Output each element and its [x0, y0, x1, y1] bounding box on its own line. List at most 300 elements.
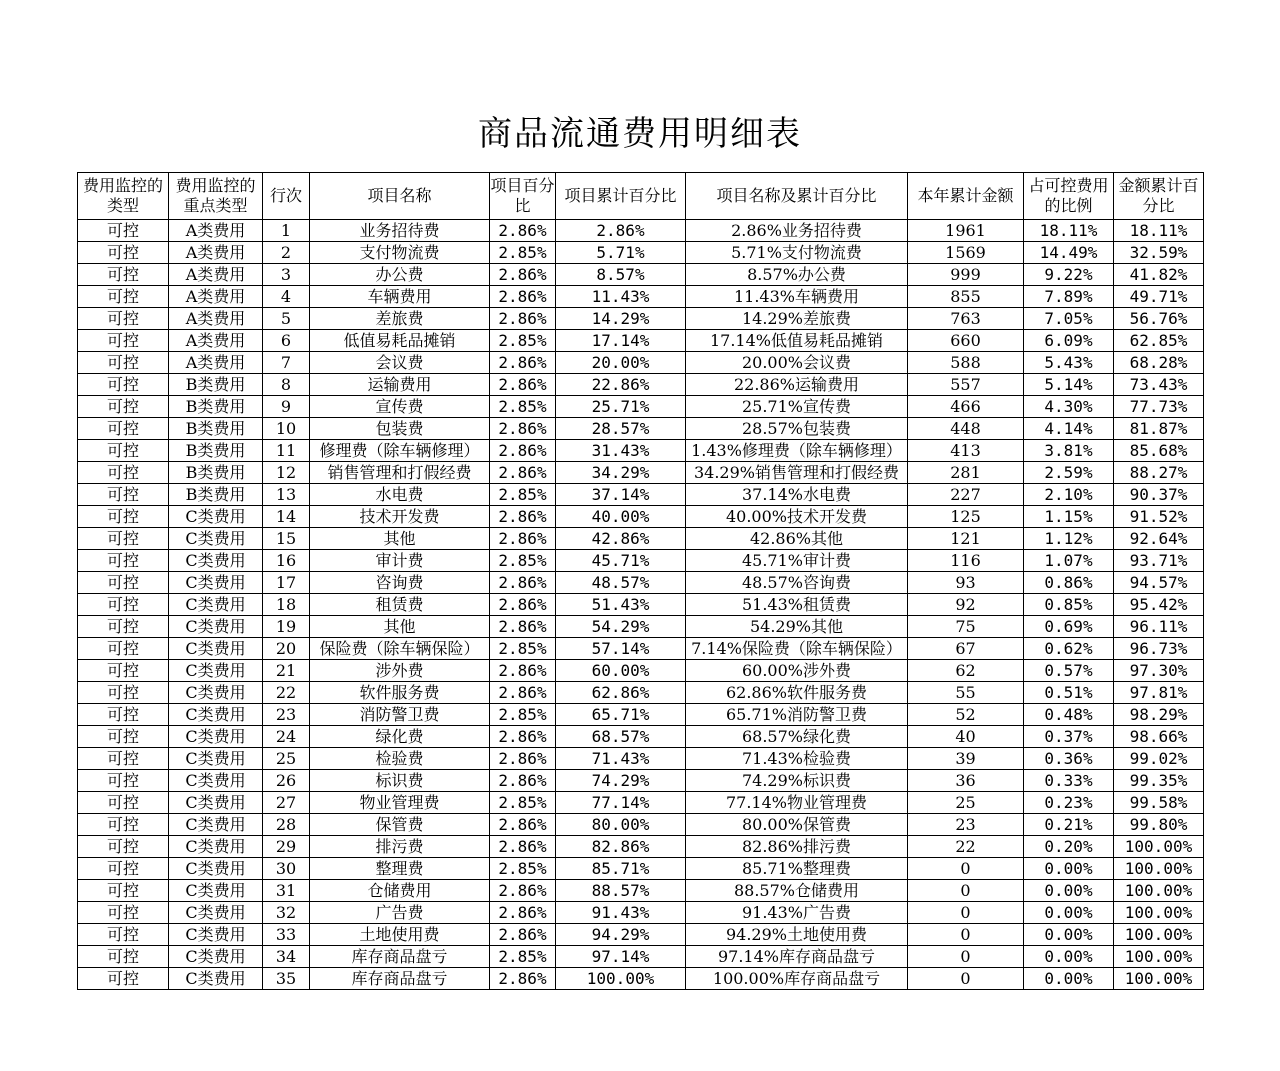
table-row	[78, 704, 1204, 726]
monitor-type-cell: 可控	[78, 594, 169, 616]
annual-amount-cell: 67	[908, 638, 1024, 660]
item-percent-cell: 2.86%	[490, 352, 556, 374]
item-percent-cell: 2.85%	[490, 396, 556, 418]
item-name-cell: 整理费	[310, 858, 490, 880]
item-name-cell: 物业管理费	[310, 792, 490, 814]
item-name-cell: 低值易耗品摊销	[310, 330, 490, 352]
line-number-cell: 9	[263, 396, 310, 418]
amount-cumulative-cell: 96.73%	[1114, 638, 1204, 660]
item-name-cell: 差旅费	[310, 308, 490, 330]
amount-cumulative-cell: 32.59%	[1114, 242, 1204, 264]
line-number-cell: 26	[263, 770, 310, 792]
table-row	[78, 308, 1204, 330]
table-row	[78, 638, 1204, 660]
monitor-type-cell: 可控	[78, 374, 169, 396]
line-number-cell: 12	[263, 462, 310, 484]
annual-amount-cell: 39	[908, 748, 1024, 770]
cumulative-percent-cell: 8.57%	[556, 264, 686, 286]
cumulative-percent-cell: 51.43%	[556, 594, 686, 616]
line-number-cell: 22	[263, 682, 310, 704]
table-row	[78, 946, 1204, 968]
item-name-cell: 库存商品盘亏	[310, 946, 490, 968]
annual-amount-cell: 23	[908, 814, 1024, 836]
item-percent-cell: 2.85%	[490, 242, 556, 264]
item-name-cell: 消防警卫费	[310, 704, 490, 726]
amount-cumulative-cell: 88.27%	[1114, 462, 1204, 484]
name-with-percent-cell: 45.71%审计费	[686, 550, 908, 572]
cumulative-percent-cell: 62.86%	[556, 682, 686, 704]
annual-amount-cell: 40	[908, 726, 1024, 748]
item-percent-cell: 2.86%	[490, 902, 556, 924]
annual-amount-cell: 52	[908, 704, 1024, 726]
table-row	[78, 506, 1204, 528]
key-type-cell: C类费用	[169, 946, 263, 968]
monitor-type-cell: 可控	[78, 418, 169, 440]
cumulative-percent-cell: 37.14%	[556, 484, 686, 506]
name-with-percent-cell: 74.29%标识费	[686, 770, 908, 792]
line-number-cell: 14	[263, 506, 310, 528]
item-percent-cell: 2.86%	[490, 726, 556, 748]
header-cell: 本年累计金额	[908, 173, 1024, 220]
monitor-type-cell: 可控	[78, 528, 169, 550]
amount-cumulative-cell: 100.00%	[1114, 880, 1204, 902]
controllable-ratio-cell: 1.15%	[1024, 506, 1114, 528]
monitor-type-cell: 可控	[78, 484, 169, 506]
table-body	[78, 220, 1204, 990]
item-percent-cell: 2.86%	[490, 594, 556, 616]
monitor-type-cell: 可控	[78, 726, 169, 748]
table-row	[78, 748, 1204, 770]
cumulative-percent-cell: 22.86%	[556, 374, 686, 396]
line-number-cell: 35	[263, 968, 310, 990]
item-percent-cell: 2.85%	[490, 792, 556, 814]
item-percent-cell: 2.86%	[490, 924, 556, 946]
annual-amount-cell: 0	[908, 858, 1024, 880]
line-number-cell: 25	[263, 748, 310, 770]
amount-cumulative-cell: 41.82%	[1114, 264, 1204, 286]
line-number-cell: 1	[263, 220, 310, 242]
table-row	[78, 924, 1204, 946]
item-percent-cell: 2.85%	[490, 858, 556, 880]
cumulative-percent-cell: 17.14%	[556, 330, 686, 352]
item-percent-cell: 2.86%	[490, 968, 556, 990]
header-cell: 项目百分比	[490, 173, 556, 220]
amount-cumulative-cell: 98.66%	[1114, 726, 1204, 748]
item-name-cell: 排污费	[310, 836, 490, 858]
monitor-type-cell: 可控	[78, 220, 169, 242]
name-with-percent-cell: 100.00%库存商品盘亏	[686, 968, 908, 990]
controllable-ratio-cell: 0.00%	[1024, 880, 1114, 902]
table-row	[78, 968, 1204, 990]
annual-amount-cell: 0	[908, 902, 1024, 924]
header-row	[78, 173, 1204, 220]
key-type-cell: A类费用	[169, 330, 263, 352]
line-number-cell: 13	[263, 484, 310, 506]
header-cell: 行次	[263, 173, 310, 220]
monitor-type-cell: 可控	[78, 968, 169, 990]
amount-cumulative-cell: 100.00%	[1114, 968, 1204, 990]
amount-cumulative-cell: 95.42%	[1114, 594, 1204, 616]
monitor-type-cell: 可控	[78, 242, 169, 264]
line-number-cell: 20	[263, 638, 310, 660]
controllable-ratio-cell: 1.07%	[1024, 550, 1114, 572]
item-name-cell: 涉外费	[310, 660, 490, 682]
item-percent-cell: 2.85%	[490, 638, 556, 660]
monitor-type-cell: 可控	[78, 748, 169, 770]
cumulative-percent-cell: 71.43%	[556, 748, 686, 770]
monitor-type-cell: 可控	[78, 836, 169, 858]
cumulative-percent-cell: 34.29%	[556, 462, 686, 484]
table-row	[78, 462, 1204, 484]
key-type-cell: C类费用	[169, 814, 263, 836]
annual-amount-cell: 557	[908, 374, 1024, 396]
item-name-cell: 保险费（除车辆保险）	[310, 638, 490, 660]
key-type-cell: C类费用	[169, 506, 263, 528]
key-type-cell: B类费用	[169, 440, 263, 462]
key-type-cell: C类费用	[169, 682, 263, 704]
name-with-percent-cell: 22.86%运输费用	[686, 374, 908, 396]
amount-cumulative-cell: 92.64%	[1114, 528, 1204, 550]
item-percent-cell: 2.86%	[490, 770, 556, 792]
cumulative-percent-cell: 40.00%	[556, 506, 686, 528]
item-name-cell: 绿化费	[310, 726, 490, 748]
amount-cumulative-cell: 100.00%	[1114, 924, 1204, 946]
table-row	[78, 242, 1204, 264]
controllable-ratio-cell: 0.85%	[1024, 594, 1114, 616]
line-number-cell: 30	[263, 858, 310, 880]
cumulative-percent-cell: 42.86%	[556, 528, 686, 550]
table-row	[78, 330, 1204, 352]
key-type-cell: C类费用	[169, 902, 263, 924]
header-cell: 占可控费用的比例	[1024, 173, 1114, 220]
item-percent-cell: 2.86%	[490, 748, 556, 770]
table-row	[78, 418, 1204, 440]
controllable-ratio-cell: 0.00%	[1024, 946, 1114, 968]
annual-amount-cell: 22	[908, 836, 1024, 858]
name-with-percent-cell: 51.43%租赁费	[686, 594, 908, 616]
key-type-cell: C类费用	[169, 528, 263, 550]
controllable-ratio-cell: 0.62%	[1024, 638, 1114, 660]
name-with-percent-cell: 40.00%技术开发费	[686, 506, 908, 528]
item-name-cell: 库存商品盘亏	[310, 968, 490, 990]
key-type-cell: C类费用	[169, 748, 263, 770]
item-name-cell: 水电费	[310, 484, 490, 506]
name-with-percent-cell: 80.00%保管费	[686, 814, 908, 836]
key-type-cell: C类费用	[169, 836, 263, 858]
annual-amount-cell: 75	[908, 616, 1024, 638]
monitor-type-cell: 可控	[78, 308, 169, 330]
key-type-cell: C类费用	[169, 924, 263, 946]
item-percent-cell: 2.86%	[490, 880, 556, 902]
line-number-cell: 16	[263, 550, 310, 572]
monitor-type-cell: 可控	[78, 506, 169, 528]
line-number-cell: 24	[263, 726, 310, 748]
table-row	[78, 836, 1204, 858]
line-number-cell: 28	[263, 814, 310, 836]
monitor-type-cell: 可控	[78, 704, 169, 726]
item-name-cell: 租赁费	[310, 594, 490, 616]
amount-cumulative-cell: 93.71%	[1114, 550, 1204, 572]
item-percent-cell: 2.86%	[490, 264, 556, 286]
monitor-type-cell: 可控	[78, 330, 169, 352]
monitor-type-cell: 可控	[78, 792, 169, 814]
line-number-cell: 4	[263, 286, 310, 308]
name-with-percent-cell: 25.71%宣传费	[686, 396, 908, 418]
item-percent-cell: 2.86%	[490, 418, 556, 440]
table-row	[78, 880, 1204, 902]
annual-amount-cell: 0	[908, 968, 1024, 990]
monitor-type-cell: 可控	[78, 902, 169, 924]
line-number-cell: 10	[263, 418, 310, 440]
key-type-cell: C类费用	[169, 660, 263, 682]
item-name-cell: 广告费	[310, 902, 490, 924]
amount-cumulative-cell: 85.68%	[1114, 440, 1204, 462]
item-percent-cell: 2.86%	[490, 528, 556, 550]
amount-cumulative-cell: 49.71%	[1114, 286, 1204, 308]
controllable-ratio-cell: 0.00%	[1024, 902, 1114, 924]
amount-cumulative-cell: 68.28%	[1114, 352, 1204, 374]
controllable-ratio-cell: 1.12%	[1024, 528, 1114, 550]
table-row	[78, 440, 1204, 462]
line-number-cell: 17	[263, 572, 310, 594]
item-name-cell: 技术开发费	[310, 506, 490, 528]
table-row	[78, 220, 1204, 242]
table-row	[78, 528, 1204, 550]
cumulative-percent-cell: 74.29%	[556, 770, 686, 792]
annual-amount-cell: 660	[908, 330, 1024, 352]
key-type-cell: C类费用	[169, 792, 263, 814]
cumulative-percent-cell: 11.43%	[556, 286, 686, 308]
item-percent-cell: 2.86%	[490, 374, 556, 396]
item-percent-cell: 2.86%	[490, 682, 556, 704]
amount-cumulative-cell: 98.29%	[1114, 704, 1204, 726]
line-number-cell: 8	[263, 374, 310, 396]
line-number-cell: 29	[263, 836, 310, 858]
monitor-type-cell: 可控	[78, 924, 169, 946]
name-with-percent-cell: 42.86%其他	[686, 528, 908, 550]
monitor-type-cell: 可控	[78, 352, 169, 374]
cumulative-percent-cell: 5.71%	[556, 242, 686, 264]
controllable-ratio-cell: 0.86%	[1024, 572, 1114, 594]
key-type-cell: C类费用	[169, 770, 263, 792]
annual-amount-cell: 227	[908, 484, 1024, 506]
item-percent-cell: 2.85%	[490, 330, 556, 352]
item-name-cell: 业务招待费	[310, 220, 490, 242]
controllable-ratio-cell: 0.20%	[1024, 836, 1114, 858]
monitor-type-cell: 可控	[78, 880, 169, 902]
name-with-percent-cell: 11.43%车辆费用	[686, 286, 908, 308]
key-type-cell: A类费用	[169, 242, 263, 264]
item-name-cell: 检验费	[310, 748, 490, 770]
item-name-cell: 会议费	[310, 352, 490, 374]
table-row	[78, 286, 1204, 308]
header-cell: 金额累计百分比	[1114, 173, 1204, 220]
controllable-ratio-cell: 9.22%	[1024, 264, 1114, 286]
item-name-cell: 办公费	[310, 264, 490, 286]
monitor-type-cell: 可控	[78, 638, 169, 660]
cumulative-percent-cell: 25.71%	[556, 396, 686, 418]
monitor-type-cell: 可控	[78, 946, 169, 968]
line-number-cell: 31	[263, 880, 310, 902]
name-with-percent-cell: 68.57%绿化费	[686, 726, 908, 748]
amount-cumulative-cell: 91.52%	[1114, 506, 1204, 528]
cumulative-percent-cell: 60.00%	[556, 660, 686, 682]
name-with-percent-cell: 88.57%仓储费用	[686, 880, 908, 902]
item-name-cell: 销售管理和打假经费	[310, 462, 490, 484]
line-number-cell: 5	[263, 308, 310, 330]
table-row	[78, 792, 1204, 814]
cumulative-percent-cell: 14.29%	[556, 308, 686, 330]
line-number-cell: 2	[263, 242, 310, 264]
line-number-cell: 34	[263, 946, 310, 968]
monitor-type-cell: 可控	[78, 286, 169, 308]
amount-cumulative-cell: 99.35%	[1114, 770, 1204, 792]
annual-amount-cell: 116	[908, 550, 1024, 572]
controllable-ratio-cell: 0.00%	[1024, 924, 1114, 946]
name-with-percent-cell: 17.14%低值易耗品摊销	[686, 330, 908, 352]
controllable-ratio-cell: 6.09%	[1024, 330, 1114, 352]
line-number-cell: 21	[263, 660, 310, 682]
name-with-percent-cell: 14.29%差旅费	[686, 308, 908, 330]
cumulative-percent-cell: 88.57%	[556, 880, 686, 902]
monitor-type-cell: 可控	[78, 396, 169, 418]
name-with-percent-cell: 1.43%修理费（除车辆修理）	[686, 440, 908, 462]
header-cell: 项目名称及累计百分比	[686, 173, 908, 220]
key-type-cell: C类费用	[169, 572, 263, 594]
monitor-type-cell: 可控	[78, 264, 169, 286]
amount-cumulative-cell: 100.00%	[1114, 858, 1204, 880]
amount-cumulative-cell: 77.73%	[1114, 396, 1204, 418]
table-row	[78, 858, 1204, 880]
item-name-cell: 软件服务费	[310, 682, 490, 704]
annual-amount-cell: 999	[908, 264, 1024, 286]
name-with-percent-cell: 91.43%广告费	[686, 902, 908, 924]
controllable-ratio-cell: 0.33%	[1024, 770, 1114, 792]
item-name-cell: 审计费	[310, 550, 490, 572]
controllable-ratio-cell: 0.37%	[1024, 726, 1114, 748]
amount-cumulative-cell: 99.58%	[1114, 792, 1204, 814]
amount-cumulative-cell: 100.00%	[1114, 946, 1204, 968]
table-row	[78, 264, 1204, 286]
annual-amount-cell: 281	[908, 462, 1024, 484]
cumulative-percent-cell: 77.14%	[556, 792, 686, 814]
header-cell: 费用监控的类型	[78, 173, 169, 220]
line-number-cell: 11	[263, 440, 310, 462]
name-with-percent-cell: 5.71%支付物流费	[686, 242, 908, 264]
item-name-cell: 土地使用费	[310, 924, 490, 946]
item-percent-cell: 2.86%	[490, 286, 556, 308]
item-name-cell: 咨询费	[310, 572, 490, 594]
cumulative-percent-cell: 68.57%	[556, 726, 686, 748]
cumulative-percent-cell: 82.86%	[556, 836, 686, 858]
table-row	[78, 616, 1204, 638]
table-row	[78, 726, 1204, 748]
name-with-percent-cell: 8.57%办公费	[686, 264, 908, 286]
annual-amount-cell: 0	[908, 880, 1024, 902]
key-type-cell: B类费用	[169, 484, 263, 506]
name-with-percent-cell: 37.14%水电费	[686, 484, 908, 506]
line-number-cell: 32	[263, 902, 310, 924]
name-with-percent-cell: 34.29%销售管理和打假经费	[686, 462, 908, 484]
amount-cumulative-cell: 97.30%	[1114, 660, 1204, 682]
amount-cumulative-cell: 73.43%	[1114, 374, 1204, 396]
key-type-cell: A类费用	[169, 220, 263, 242]
annual-amount-cell: 588	[908, 352, 1024, 374]
key-type-cell: B类费用	[169, 418, 263, 440]
controllable-ratio-cell: 0.00%	[1024, 858, 1114, 880]
table-row	[78, 770, 1204, 792]
monitor-type-cell: 可控	[78, 770, 169, 792]
annual-amount-cell: 25	[908, 792, 1024, 814]
name-with-percent-cell: 7.14%保险费（除车辆保险）	[686, 638, 908, 660]
amount-cumulative-cell: 18.11%	[1114, 220, 1204, 242]
controllable-ratio-cell: 0.48%	[1024, 704, 1114, 726]
annual-amount-cell: 62	[908, 660, 1024, 682]
item-percent-cell: 2.86%	[490, 440, 556, 462]
annual-amount-cell: 1961	[908, 220, 1024, 242]
table-row	[78, 682, 1204, 704]
key-type-cell: C类费用	[169, 968, 263, 990]
line-number-cell: 23	[263, 704, 310, 726]
name-with-percent-cell: 2.86%业务招待费	[686, 220, 908, 242]
annual-amount-cell: 855	[908, 286, 1024, 308]
key-type-cell: A类费用	[169, 352, 263, 374]
item-percent-cell: 2.85%	[490, 946, 556, 968]
amount-cumulative-cell: 56.76%	[1114, 308, 1204, 330]
key-type-cell: A类费用	[169, 308, 263, 330]
table-row	[78, 814, 1204, 836]
item-percent-cell: 2.85%	[490, 484, 556, 506]
amount-cumulative-cell: 90.37%	[1114, 484, 1204, 506]
table-row	[78, 594, 1204, 616]
item-name-cell: 宣传费	[310, 396, 490, 418]
line-number-cell: 19	[263, 616, 310, 638]
amount-cumulative-cell: 62.85%	[1114, 330, 1204, 352]
controllable-ratio-cell: 18.11%	[1024, 220, 1114, 242]
controllable-ratio-cell: 5.43%	[1024, 352, 1114, 374]
item-name-cell: 保管费	[310, 814, 490, 836]
item-name-cell: 标识费	[310, 770, 490, 792]
annual-amount-cell: 448	[908, 418, 1024, 440]
line-number-cell: 6	[263, 330, 310, 352]
cumulative-percent-cell: 85.71%	[556, 858, 686, 880]
controllable-ratio-cell: 0.36%	[1024, 748, 1114, 770]
controllable-ratio-cell: 0.23%	[1024, 792, 1114, 814]
cumulative-percent-cell: 100.00%	[556, 968, 686, 990]
item-percent-cell: 2.86%	[490, 814, 556, 836]
monitor-type-cell: 可控	[78, 440, 169, 462]
monitor-type-cell: 可控	[78, 616, 169, 638]
name-with-percent-cell: 48.57%咨询费	[686, 572, 908, 594]
annual-amount-cell: 92	[908, 594, 1024, 616]
cumulative-percent-cell: 48.57%	[556, 572, 686, 594]
item-name-cell: 包装费	[310, 418, 490, 440]
annual-amount-cell: 36	[908, 770, 1024, 792]
item-name-cell: 仓储费用	[310, 880, 490, 902]
cumulative-percent-cell: 31.43%	[556, 440, 686, 462]
annual-amount-cell: 763	[908, 308, 1024, 330]
cumulative-percent-cell: 91.43%	[556, 902, 686, 924]
item-name-cell: 支付物流费	[310, 242, 490, 264]
amount-cumulative-cell: 99.80%	[1114, 814, 1204, 836]
annual-amount-cell: 125	[908, 506, 1024, 528]
cumulative-percent-cell: 65.71%	[556, 704, 686, 726]
name-with-percent-cell: 97.14%库存商品盘亏	[686, 946, 908, 968]
key-type-cell: C类费用	[169, 704, 263, 726]
name-with-percent-cell: 28.57%包装费	[686, 418, 908, 440]
cumulative-percent-cell: 97.14%	[556, 946, 686, 968]
table-row	[78, 572, 1204, 594]
